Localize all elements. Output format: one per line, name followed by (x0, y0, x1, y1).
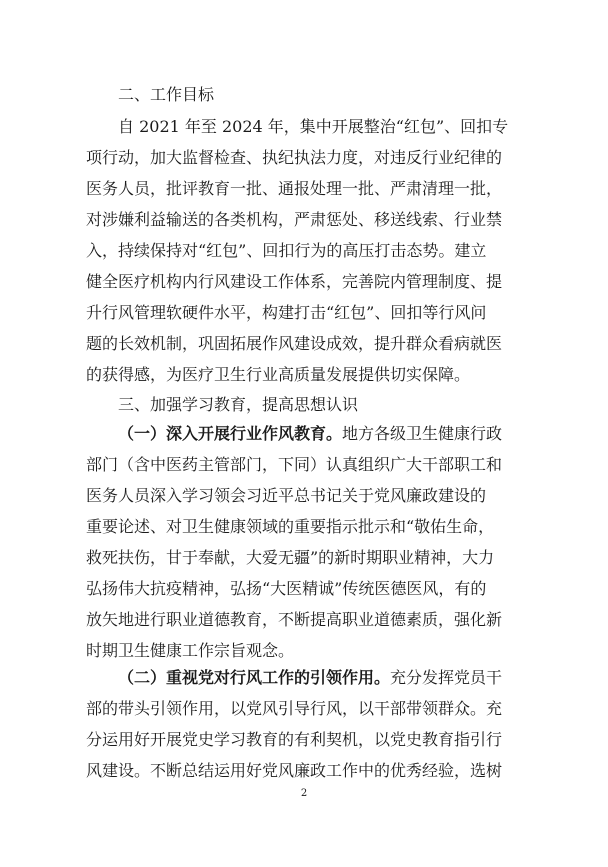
paragraph-line: 时期卫生健康工作宗旨观念。 (86, 641, 295, 660)
paragraph-line: 对涉嫌利益输送的各类机构，严肃惩处、移送线索、行业禁 (86, 210, 503, 229)
paragraph-line: 医务人员，批评教育一批、通报处理一批、严肃清理一批， (86, 179, 503, 198)
paragraph-line: 重要论述、对卫生健康领域的重要指示批示和“敬佑生命， (86, 517, 495, 536)
section-heading-study-education: 三、加强学习教育，提高思想认识 (118, 395, 359, 414)
paragraph-line: 风建设。不断总结运用好党风廉政工作中的优秀经验，选树 (86, 761, 503, 780)
paragraph-line: 放矢地进行职业道德教育，不断提高职业道德素质，强化新 (86, 610, 503, 629)
paragraph-line: 弘扬伟大抗疫精神，弘扬“大医精诚”传统医德医风，有的 (86, 579, 487, 598)
paragraph-line: 项行动，加大监督检查、执纪执法力度，对违反行业纪律的 (86, 148, 503, 167)
paragraph-line: 救死扶伤，甘于奉献，大爱无疆”的新时期职业精神，大力 (86, 548, 495, 567)
paragraph-line: 的获得感，为医疗卫生行业高质量发展提供切实保障。 (86, 365, 471, 384)
section-heading-work-goals: 二、工作目标 (118, 85, 215, 104)
item1-paragraph (86, 418, 518, 666)
item1-title: （一）深入开展行业作风教育。 (118, 424, 343, 443)
paragraph-line: 部门（含中医药主管部门，下同）认真组织广大干部职工和 (86, 455, 503, 474)
item1-first-line-rest: 地方各级卫生健康行政 (342, 424, 503, 443)
paragraph-line: 医务人员深入学习领会习近平总书记关于党风廉政建设的 (86, 486, 487, 505)
item2-title: （二）重视党对行风工作的引领作用。 (118, 668, 391, 687)
paragraph-line (86, 662, 518, 693)
paragraph-line: 健全医疗机构内行风建设工作体系，完善院内管理制度、提 (86, 272, 503, 291)
paragraph-line (86, 418, 518, 449)
paragraph-line: 自 2021 年至 2024 年，集中开展整治“红包”、回扣专 (118, 117, 509, 136)
work-goals-paragraph (86, 111, 518, 390)
item2-paragraph (86, 662, 518, 786)
item2-first-line-rest: 充分发挥党员干 (390, 668, 503, 687)
paragraph-line: 分运用好开展党史学习教育的有利契机，以党史教育指引行 (86, 730, 503, 749)
paragraph-line: 题的长效机制，巩固拓展作风建设成效，提升群众看病就医 (86, 334, 503, 353)
paragraph-line: 部的带头引领作用，以党风引导行风，以干部带领群众。充 (86, 699, 503, 718)
paragraph-line: 入，持续保持对“红包”、回扣行为的高压打击态势。建立 (86, 241, 487, 260)
paragraph-line: 升行风管理软硬件水平，构建打击“红包”、回扣等行风问 (86, 303, 487, 322)
page-number: 2 (300, 788, 308, 799)
